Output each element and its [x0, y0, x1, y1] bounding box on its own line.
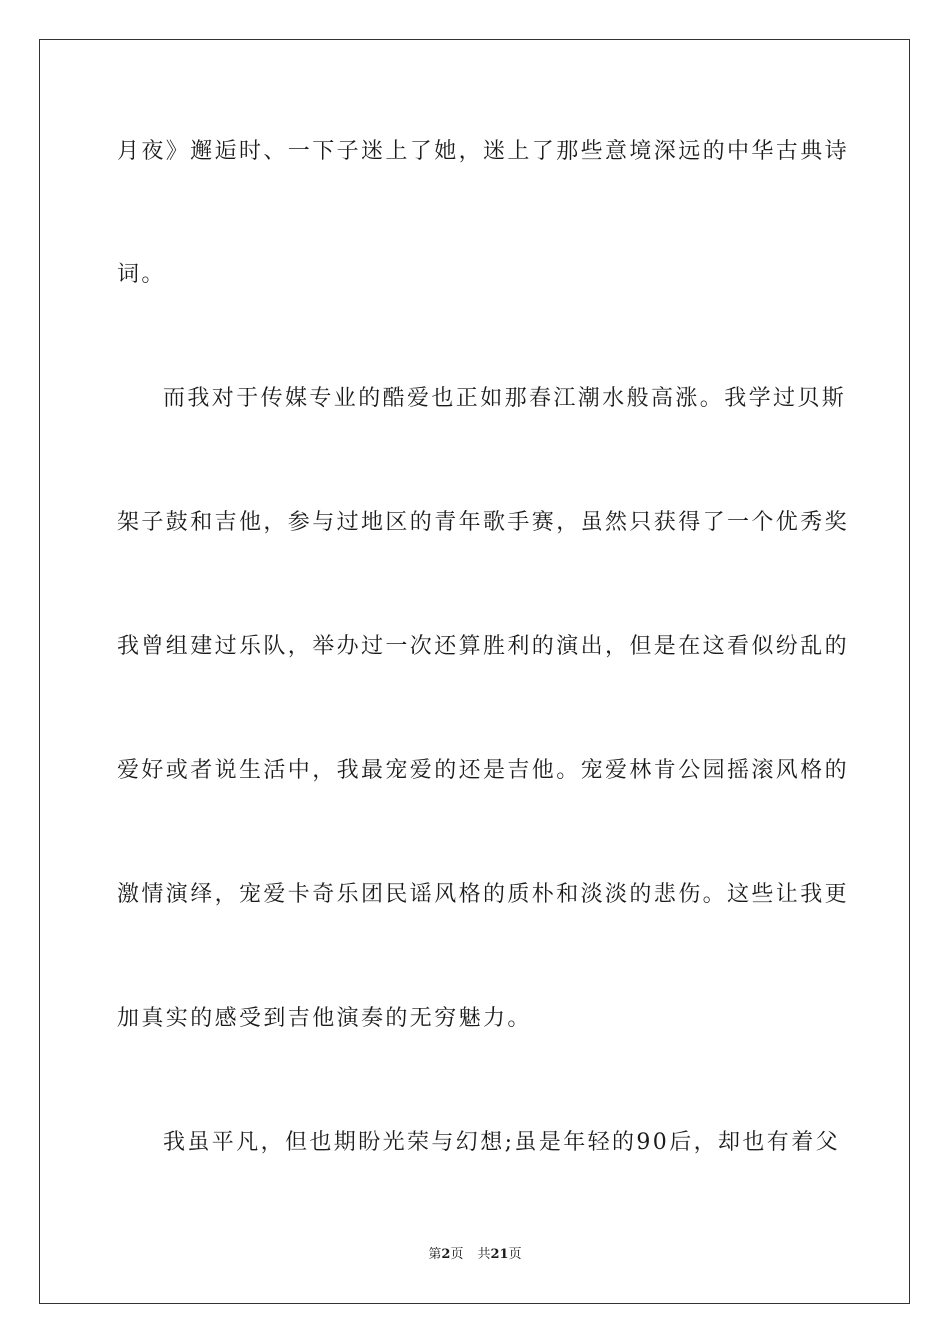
body-line-7: 激情演绎，宠爱卡奇乐团民谣风格的质朴和淡淡的悲伤。这些让我更	[117, 882, 850, 907]
total-prefix: 共	[477, 1247, 491, 1262]
body-line-2: 词。	[117, 262, 166, 287]
page-suffix: 页	[450, 1247, 464, 1262]
body-line-9: 我虽平凡，但也期盼光荣与幻想;虽是年轻的90后，却也有着父	[163, 1130, 841, 1155]
page-footer	[0, 1246, 950, 1264]
body-line-6: 爱好或者说生活中，我最宠爱的还是吉他。宠爱林肯公园摇滚风格的	[117, 758, 850, 783]
page-total: 21	[490, 1247, 509, 1262]
total-suffix: 页	[508, 1247, 522, 1262]
page-prefix: 第	[428, 1247, 442, 1262]
page-border	[39, 39, 910, 1304]
body-line-5: 我曾组建过乐队，举办过一次还算胜利的演出，但是在这看似纷乱的	[117, 634, 850, 659]
page-current: 2	[441, 1247, 451, 1262]
body-line-3: 而我对于传媒专业的酷爱也正如那春江潮水般高涨。我学过贝斯	[163, 386, 847, 411]
body-line-1: 月夜》邂逅时、一下子迷上了她，迷上了那些意境深远的中华古典诗	[117, 139, 850, 164]
body-line-4: 架子鼓和吉他，参与过地区的青年歌手赛，虽然只获得了一个优秀奖	[117, 510, 850, 535]
body-line-8: 加真实的感受到吉他演奏的无穷魅力。	[117, 1006, 532, 1031]
